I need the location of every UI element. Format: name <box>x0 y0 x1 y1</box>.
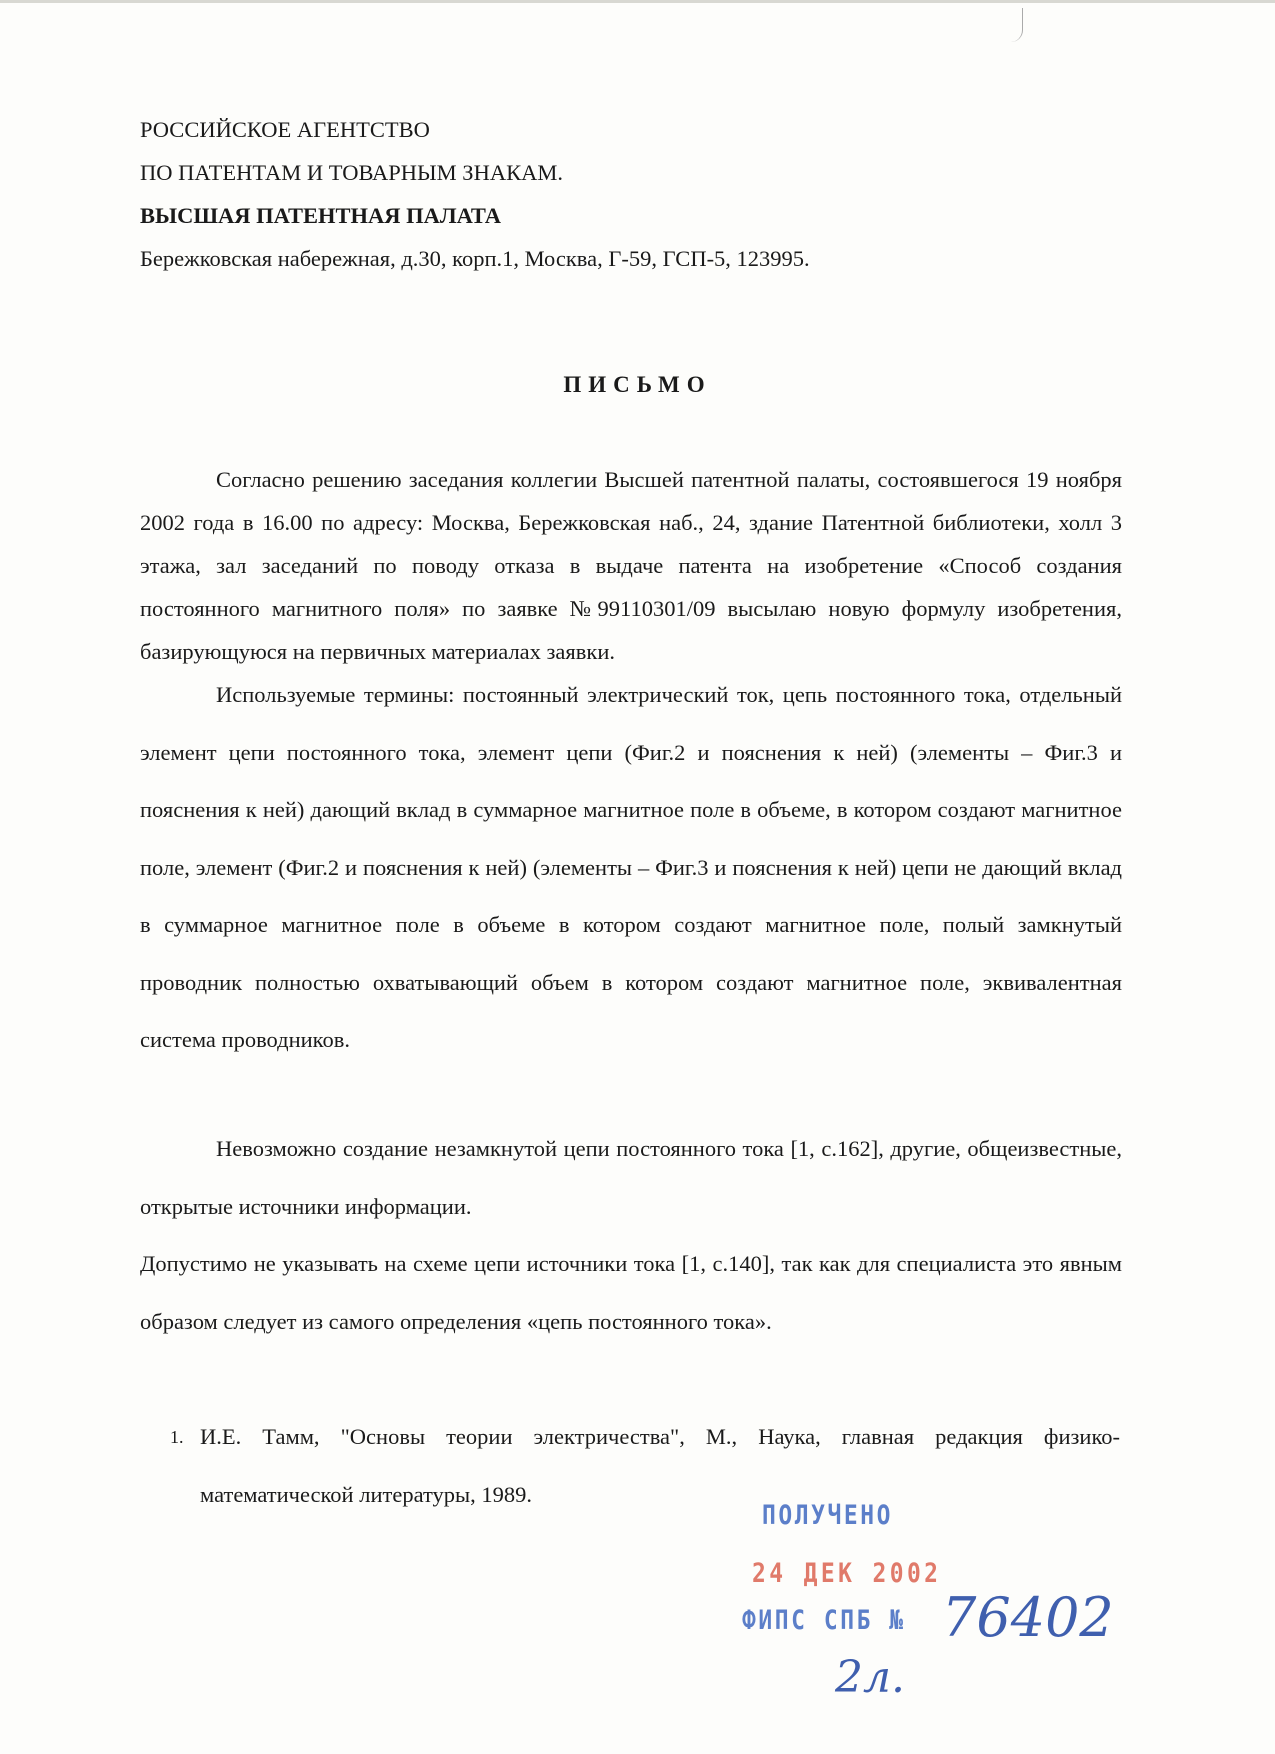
header-chamber-name: ВЫСШАЯ ПАТЕНТНАЯ ПАЛАТА <box>140 203 502 228</box>
margin-pencil-mark <box>1008 8 1023 42</box>
stamp-date: 24 ДЕК 2002 <box>752 1558 942 1589</box>
scan-top-edge <box>0 0 1275 3</box>
paragraph-impossible: Невозможно создание незамкнутой цепи постоянного тока [1, с.162], другие, общеизвестные, открытые источники информации. <box>140 1136 1122 1219</box>
paragraph-allowed: Допустимо не указывать на схеме цепи источники тока [1, с.140], так как для специалиста это явным образом следует из самого определения «цепь постоянного тока». <box>140 1251 1122 1334</box>
header-agency-line: РОССИЙСКОЕ АГЕНТСТВО <box>140 117 430 142</box>
header-address: Бережковская набережная, д.30, корп.1, Москва, Г-59, ГСП-5, 123995. <box>140 246 810 271</box>
stamp-received: ПОЛУЧЕНО <box>762 1500 893 1531</box>
handwritten-note: 2л. <box>835 1652 905 1703</box>
stamp-org: ФИПС СПБ № <box>742 1605 906 1636</box>
paragraph-decision: Согласно решению заседания коллегии Высшей патентной палаты, состоявшегося 19 ноября 2002 года в 16.00 по адресу: Москва, Бережковская наб., 24, здание Патентной библиотеки, холл 3 этажа, зал заседаний по поводу отказа в выдаче патента на изобретение «Способ создания постоянного магнитного поля» по заявке №99110301/09 высылаю новую формулу изобретения, базирующуюся на первичных материалах заявки. <box>140 467 1122 664</box>
letter-header <box>140 108 810 280</box>
letter-title: ПИСЬМО <box>563 372 712 397</box>
reference-list-item <box>170 1408 1120 1524</box>
paragraph-terms: Используемые термины: постоянный электрический ток, цепь постоянного тока, отдельный элемент цепи постоянного тока, элемент цепи (Фиг.2 и пояснения к ней) (элементы – Фиг.3 и пояснения к ней) дающий вклад в суммарное магнитное поле в объеме, в котором создают магнитное поле, элемент (Фиг.2 и пояснения к ней) (элементы – Фиг.3 и пояснения к ней) цепи не дающий вклад в суммарное магнитное поле в объеме в котором создают магнитное поле, полый замкнутый проводник полностью охватывающий объем в котором создают магнитное поле, эквивалентная система проводников. <box>140 682 1122 1052</box>
header-agency-line-2: ПО ПАТЕНТАМ И ТОВАРНЫМ ЗНАКАМ. <box>140 160 563 185</box>
handwritten-number: 76402 <box>942 1586 1114 1649</box>
reference-number: 1. <box>170 1427 184 1447</box>
reference-text: И.Е. Тамм, "Основы теории электричества", М., Наука, главная редакция физико-математической литературы, 1989. <box>200 1424 1120 1507</box>
